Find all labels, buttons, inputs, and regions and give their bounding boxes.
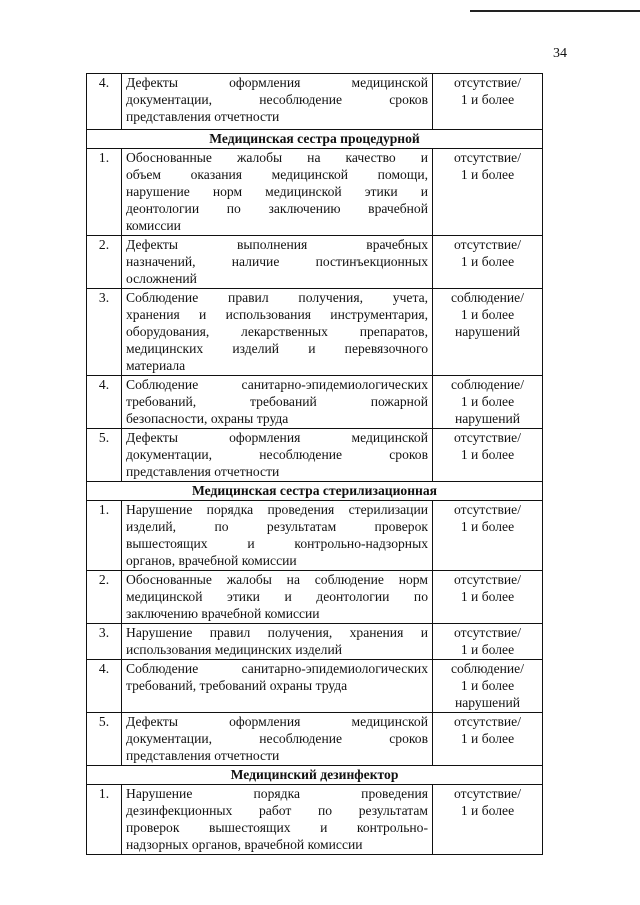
result-line: 1 и более <box>460 642 515 657</box>
criterion-description <box>122 660 433 713</box>
description-line: Обоснованные жалобы на качество и <box>126 150 428 165</box>
result-line: соблюдение/ <box>451 290 524 305</box>
result-line: отсутствие/ <box>454 237 521 252</box>
description-line: осложнений <box>126 271 197 286</box>
table-row <box>87 713 543 766</box>
criteria-table <box>86 73 543 855</box>
result-line: отсутствие/ <box>454 150 521 165</box>
result-line: нарушений <box>454 324 521 339</box>
table-row <box>87 785 543 855</box>
description-line: Обоснованные жалобы на соблюдение норм <box>126 572 428 587</box>
criterion-description <box>122 571 433 624</box>
evaluation-result <box>433 236 543 289</box>
description-line: требований, требований пожарной <box>126 394 428 409</box>
evaluation-result <box>433 429 543 482</box>
description-line: представления отчетности <box>126 748 280 763</box>
description-line: документации, несоблюдение сроков <box>126 447 428 462</box>
row-number: 2. <box>87 571 122 624</box>
criterion-description <box>122 429 433 482</box>
section-header-row <box>87 482 543 501</box>
description-line: объем оказания медицинской помощи, <box>126 167 428 182</box>
result-line: 1 и более <box>460 519 515 534</box>
table-row <box>87 289 543 376</box>
result-line: отсутствие/ <box>454 502 521 517</box>
result-line: нарушений <box>454 695 521 710</box>
description-line: органов, врачебной комиссии <box>126 553 297 568</box>
description-line: дезинфекционных работ по результатам <box>126 803 428 818</box>
criterion-description <box>122 785 433 855</box>
row-number: 2. <box>87 236 122 289</box>
table-row <box>87 376 543 429</box>
row-number: 3. <box>87 624 122 660</box>
evaluation-result <box>433 785 543 855</box>
description-line: хранения и использования инструментария, <box>126 307 428 322</box>
description-line: деонтологии по заключению врачебной <box>126 201 428 216</box>
row-number: 4. <box>87 376 122 429</box>
result-line: 1 и более <box>460 589 515 604</box>
description-line: Нарушение порядка проведения стерилизации <box>126 502 428 517</box>
section-title: Медицинская сестра стерилизационная <box>87 482 543 501</box>
evaluation-result <box>433 713 543 766</box>
result-line: 1 и более <box>460 731 515 746</box>
section-title: Медицинский дезинфектор <box>87 766 543 785</box>
result-line: 1 и более <box>460 394 515 409</box>
result-line: отсутствие/ <box>454 430 521 445</box>
page-number: 34 <box>553 46 567 61</box>
table-row <box>87 149 543 236</box>
description-line: проверок вышестоящих и контрольно- <box>126 820 428 835</box>
description-line: Дефекты оформления медицинской <box>126 430 428 445</box>
description-line: нарушение норм медицинской этики и <box>126 184 428 199</box>
table-row <box>87 624 543 660</box>
evaluation-result <box>433 624 543 660</box>
description-line: документации, несоблюдение сроков <box>126 731 428 746</box>
description-line: Соблюдение санитарно-эпидемиологических <box>126 661 428 676</box>
criterion-description <box>122 74 433 130</box>
row-number: 5. <box>87 429 122 482</box>
result-line: 1 и более <box>460 678 515 693</box>
description-line: изделий, по результатам проверок <box>126 519 428 534</box>
result-line: соблюдение/ <box>451 661 524 676</box>
result-line: отсутствие/ <box>454 786 521 801</box>
result-line: отсутствие/ <box>454 625 521 640</box>
description-line: Нарушение порядка проведения <box>126 786 428 801</box>
criterion-description <box>122 289 433 376</box>
description-line: представления отчетности <box>126 109 280 124</box>
evaluation-result <box>433 149 543 236</box>
criterion-description <box>122 501 433 571</box>
evaluation-result <box>433 571 543 624</box>
row-number: 5. <box>87 713 122 766</box>
description-line: Дефекты оформления медицинской <box>126 75 428 90</box>
criteria-table-body <box>87 74 543 855</box>
evaluation-result <box>433 74 543 130</box>
row-number: 1. <box>87 149 122 236</box>
row-number: 1. <box>87 785 122 855</box>
table-row <box>87 571 543 624</box>
result-line: отсутствие/ <box>454 572 521 587</box>
description-line: материала <box>126 358 186 373</box>
description-line: комиссии <box>126 218 181 233</box>
result-line: 1 и более <box>460 92 515 107</box>
description-line: представления отчетности <box>126 464 280 479</box>
evaluation-result <box>433 376 543 429</box>
row-number: 3. <box>87 289 122 376</box>
result-line: отсутствие/ <box>454 75 521 90</box>
description-line: Соблюдение санитарно-эпидемиологических <box>126 377 428 392</box>
result-line: нарушений <box>454 411 521 426</box>
row-number: 4. <box>87 74 122 130</box>
criterion-description <box>122 624 433 660</box>
description-line: Соблюдение правил получения, учета, <box>126 290 428 305</box>
evaluation-result <box>433 501 543 571</box>
table-row <box>87 660 543 713</box>
result-line: 1 и более <box>460 167 515 182</box>
result-line: 1 и более <box>460 447 515 462</box>
description-line: Дефекты выполнения врачебных <box>126 237 428 252</box>
description-line: медицинских изделий и перевязочного <box>126 341 428 356</box>
description-line: медицинской этики и деонтологии по <box>126 589 428 604</box>
description-line: Нарушение правил получения, хранения и <box>126 625 428 640</box>
criterion-description <box>122 149 433 236</box>
section-header-row <box>87 130 543 149</box>
description-line: безопасности, охраны труда <box>126 411 289 426</box>
top-rule <box>470 10 640 12</box>
section-title: Медицинская сестра процедурной <box>87 130 543 149</box>
result-line: соблюдение/ <box>451 377 524 392</box>
description-line: вышестоящих и контрольно-надзорных <box>126 536 428 551</box>
table-row <box>87 236 543 289</box>
table-row <box>87 74 543 130</box>
row-number: 4. <box>87 660 122 713</box>
description-line: документации, несоблюдение сроков <box>126 92 428 107</box>
description-line: заключению врачебной комиссии <box>126 606 320 621</box>
criterion-description <box>122 713 433 766</box>
description-line: Дефекты оформления медицинской <box>126 714 428 729</box>
criterion-description <box>122 236 433 289</box>
criterion-description <box>122 376 433 429</box>
result-line: отсутствие/ <box>454 714 521 729</box>
description-line: оборудования, лекарственных препаратов, <box>126 324 428 339</box>
table-row <box>87 429 543 482</box>
result-line: 1 и более <box>460 254 515 269</box>
evaluation-result <box>433 660 543 713</box>
description-line: надзорных органов, врачебной комиссии <box>126 837 363 852</box>
table-row <box>87 501 543 571</box>
section-header-row <box>87 766 543 785</box>
description-line: назначений, наличие постинъекционных <box>126 254 428 269</box>
description-line: требований, требований охраны труда <box>126 678 348 693</box>
row-number: 1. <box>87 501 122 571</box>
description-line: использования медицинских изделий <box>126 642 343 657</box>
result-line: 1 и более <box>460 803 515 818</box>
evaluation-result <box>433 289 543 376</box>
result-line: 1 и более <box>460 307 515 322</box>
